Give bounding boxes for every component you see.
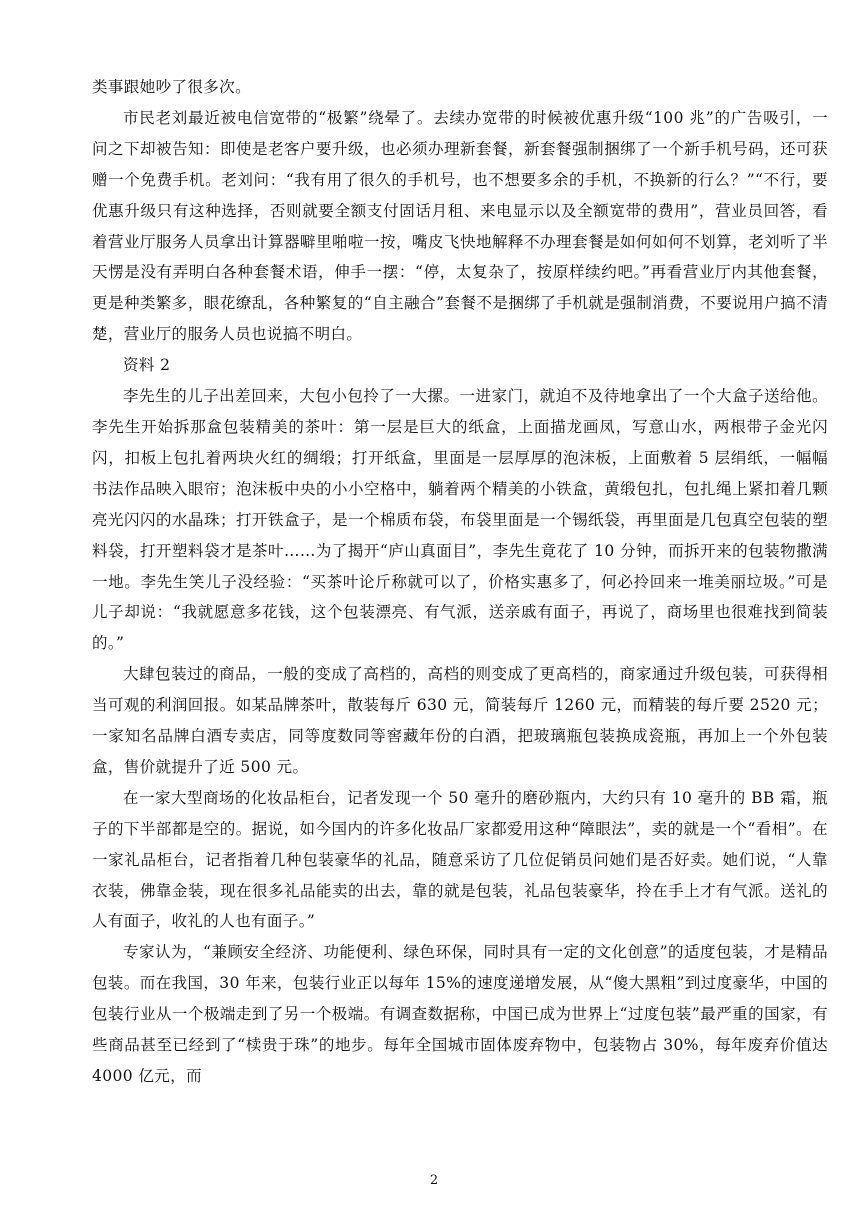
document-body: [92, 72, 828, 1092]
paragraph-continuation: 类事跟她吵了很多次。: [92, 78, 252, 96]
section-heading-material-2: 资料 2: [123, 356, 171, 375]
page-number: 2: [429, 1173, 439, 1188]
paragraph-broadband-package: 市民老刘最近被电信宽带的“极繁”绕晕了。去续办宽带的时候被优惠升级“100 兆”的广告吸引，一问之下却被告知：即使是老客户要升级，也必须办理新套餐，新套餐强制捆绑了一个新手机号码，还可获赠一个免费手机。老刘问：“我有用了很久的手机号，也不想要多余的手机，不换新的行么？”“不行，要优惠升级只有这种选择，否则就要全额支付固话月租、来电显示以及全额宽带的费用”，营业员回答，看着营业厅服务人员拿出计算器噼里啪啦一按，嘴皮飞快地解释不办理套餐是如何如何不划算，老刘听了半天愣是没有弄明白各种套餐术语，伸手一摆：“停，太复杂了，按原样续约吧。”再看营业厅内其他套餐，更是种类繁多，眼花缭乱，各种繁复的“自主融合”套餐不是捆绑了手机就是强制消费，不要说用户搞不清楚，营业厅的服务人员也说搞不明白。: [92, 108, 828, 344]
paragraph-expert-opinion: 专家认为，“兼顾安全经济、功能便利、绿色环保，同时具有一定的文化创意”的适度包装，才是精品包装。而在我国，30 年来，包装行业正以每年 15%的速度递增发展，从“傻大黑粗”到过度豪华，中国的包装行业从一个极端走到了另一个极端。有调查数据称，中国已成为世界上“过度包装”最严重的国家，有些商品甚至已经到了“椟贵于珠”的地步。每年全国城市固体废弃物中，包装物占 30%，每年废弃价值达 4000 亿元，而: [92, 943, 828, 1085]
paragraph-cosmetics-counter: 在一家大型商场的化妆品柜台，记者发现一个 50 毫升的磨砂瓶内，大约只有 10 毫升的 BB 霜，瓶子的下半部都是空的。据说，如今国内的许多化妆品厂家都爱用这种“障眼法”，卖的就是一个“看相”。在一家礼品柜台，记者指着几种包装豪华的礼品，随意采访了几位促销员问她们是否好卖。她们说，“人靠衣装，佛靠金装，现在很多礼品能卖的出去，靠的就是包装，礼品包装豪华，拎在手上才有气派。送礼的人有面子，收礼的人也有面子。”: [92, 788, 828, 931]
paragraph-tea-packaging: 李先生的儿子出差回来，大包小包拎了一大摞。一进家门，就迫不及待地拿出了一个大盒子送给他。李先生开始拆那盒包装精美的茶叶：第一层是巨大的纸盒，上面描龙画凤，写意山水，两根带子金光闪闪，扣板上包扎着两块火红的绸缎；打开纸盒，里面是一层厚厚的泡沫板，上面敷着 5 层绢纸，一幅幅书法作品映入眼帘；泡沫板中央的小小空格中，躺着两个精美的小铁盒，黄缎包扎，包扎绳上紧扣着几颗亮光闪闪的水晶珠；打开铁盒子，是一个棉质布袋，布袋里面是一个锡纸袋，再里面是几包真空包装的塑料袋，打开塑料袋才是茶叶……为了揭开“庐山真面目”，李先生竟花了 10 分钟，而拆开来的包装物撒满一地。李先生笑儿子没经验：“买茶叶论斤称就可以了，价格实惠多了，何必拎回来一堆美丽垃圾。”可是儿子却说：“我就愿意多花钱，这个包装漂亮、有气派，送亲戚有面子，再说了，商场里也很难找到简装的。”: [92, 387, 828, 653]
paragraph-packaging-profit: 大肆包装过的商品，一般的变成了高档的，高档的则变成了更高档的，商家通过升级包装，可获得相当可观的利润回报。如某品牌茶叶，散装每斤 630 元，简装每斤 1260 元，而精装的每斤要 2520 元；一家知名品牌白酒专卖店，同等度数同等窖藏年份的白酒，把玻璃瓶包装换成瓷瓶，再加上一个外包装盒，售价就提升了近 500 元。: [92, 665, 828, 776]
